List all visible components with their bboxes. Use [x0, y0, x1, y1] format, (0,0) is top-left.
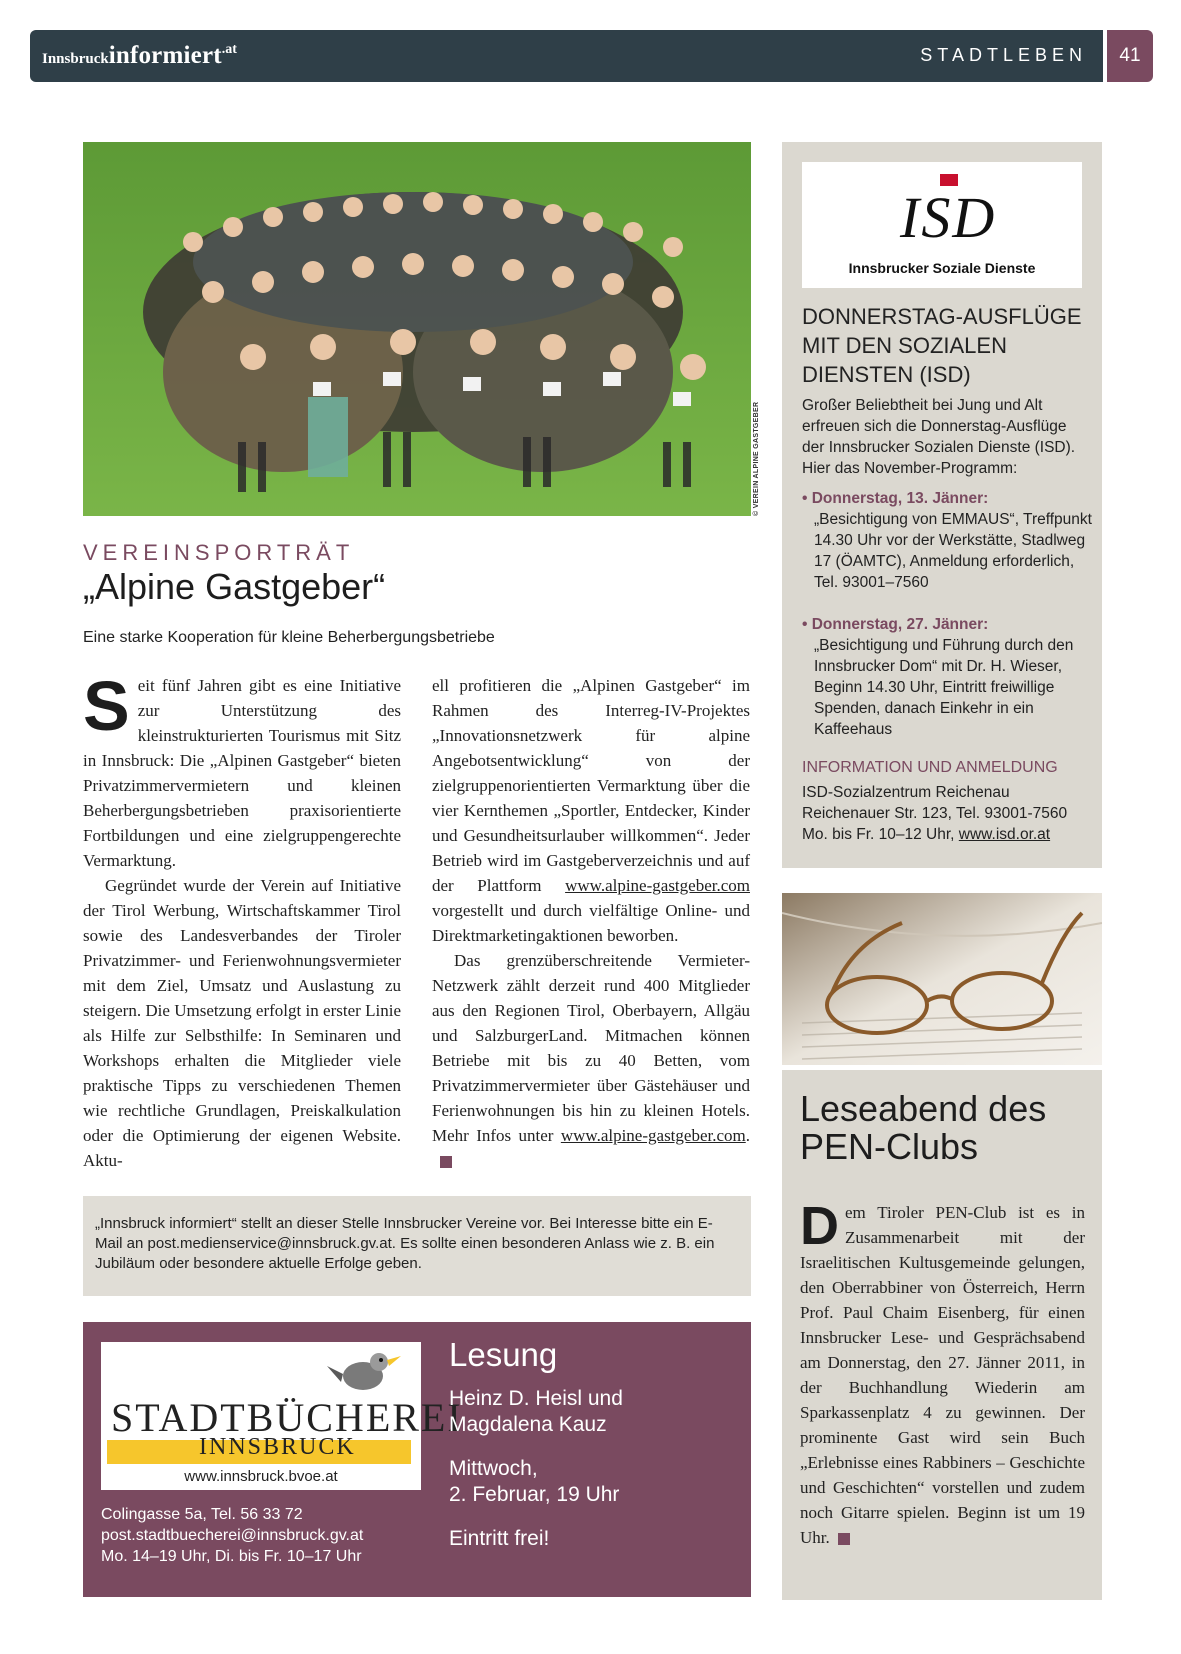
- article-kicker: VEREINSPORTRÄT: [83, 540, 355, 565]
- pen-title-line: Leseabend des: [800, 1088, 1047, 1129]
- glasses-photo: [782, 893, 1102, 1065]
- vereine-info-box: „Innsbruck informiert“ stellt an dieser Stelle Innsbrucker Vereine vor. Bei Interesse bitte ein E-Mail an post.medienservice@innsbruck.gv.at. Es sollte einen besonderen Anlass wie z. B. ein Jubiläum oder besondere aktuelle Erfolge geben.: [83, 1196, 751, 1296]
- glasses-on-book-illustration: [782, 893, 1102, 1065]
- event-title: Lesung: [449, 1336, 558, 1373]
- stadtbuecherei-logo: [101, 1342, 463, 1490]
- event-date: 2. Februar, 19 Uhr: [449, 1483, 620, 1506]
- library-email[interactable]: post.stadtbuecherei@innsbruck.gv.at: [101, 1527, 364, 1544]
- library-hours: Mo. 14–19 Uhr, Di. bis Fr. 10–17 Uhr: [101, 1548, 362, 1565]
- event-authors: Heinz D. Heisl und: [449, 1387, 623, 1410]
- group-photo-illustration: [83, 142, 751, 516]
- isd-event-desc: „Besichtigung von EMMAUS“, Treffpunkt 14.30 Uhr vor der Werkstätte, Stadlweg 17 (ÖAMTC), Anmeldung erforderlich, Tel. 93001–7560: [814, 511, 1092, 591]
- article-paragraph: [83, 667, 401, 873]
- pen-title: [800, 1090, 1046, 1166]
- isd-info-line: Reichenauer Str. 123, Tel. 93001-7560: [802, 805, 1068, 822]
- isd-info: [802, 782, 1067, 845]
- alpine-gastgeber-link[interactable]: www.alpine-gastgeber.com: [565, 876, 750, 895]
- event-authors: Magdalena Kauz: [449, 1413, 607, 1436]
- article-paragraph: [432, 673, 750, 948]
- isd-event-date: • Donnerstag, 13. Jänner:: [802, 490, 989, 507]
- isd-title: DONNERSTAG-AUSFLÜGE MIT DEN SOZIALEN DIENSTEN (ISD): [802, 304, 1082, 387]
- end-mark-icon: [838, 1533, 850, 1545]
- isd-event-date: • Donnerstag, 27. Jänner:: [802, 616, 989, 633]
- photo-credit: © VEREIN ALPINE GASTGEBER: [753, 401, 760, 516]
- page-header: [30, 30, 1103, 82]
- library-url[interactable]: www.innsbruck.bvoe.at: [184, 1468, 338, 1485]
- alpine-gastgeber-link-2[interactable]: www.alpine-gastgeber.com: [560, 1126, 746, 1145]
- reading-event: [449, 1336, 623, 1552]
- isd-intro: Großer Beliebtheit bei Jung und Alt erfreuen sich die Donnerstag-Ausflüge der Innsbrucker Sozialen Dienste (ISD). Hier das November-Programm:: [802, 397, 1076, 477]
- event-date: Mittwoch,: [449, 1457, 538, 1480]
- article-paragraph: Gegründet wurde der Verein auf Initiative der Tirol Werbung, Wirtschaftskammer Tirol sowie des Landesverbandes der Tiroler Privatzimmer- und Ferienwohnungsvermieter mit dem Ziel, Umsatz und Auslastung zu steigern. Die Umsetzung erfolgt in erster Linie als Hilfe zur Selbsthilfe: In Seminaren und Workshops erhalten die Mitglieder viele praktische Tipps zu verschiedenen Themen wie rechtliche Grundlagen, Preiskalkulation oder die Optimierung der eigenen Website. Aktu-: [83, 876, 401, 1170]
- article-headline: „Alpine Gastgeber“: [83, 566, 386, 607]
- bird-icon: [323, 1346, 403, 1396]
- paragraph-text: Das grenzüberschreitende Vermieter-Netzwerk zählt derzeit rund 400 Mitglieder aus den Regionen Tirol, Oberbayern, Allgäu und SalzburgerLand. Mitmachen können Betriebe mit bis zu 40 Betten, vom Privatzimmervermieter über Gästehäuser und Ferienwohnungen bis hin zu kleinen Hotels. Mehr Infos unter: [432, 951, 750, 1145]
- isd-hours: Mo. bis Fr. 10–12 Uhr,: [802, 826, 959, 843]
- section-label: STADTLEBEN: [920, 45, 1087, 65]
- paragraph-text: vorgestellt und durch vielfältige Online- und Direktmarketingaktionen beworben.: [432, 901, 750, 945]
- brand-main: informiert: [108, 42, 222, 69]
- isd-event-item: [802, 488, 1092, 593]
- isd-logo: [802, 162, 1082, 288]
- page-number: 41: [1107, 30, 1153, 82]
- end-mark-icon: [440, 1156, 452, 1168]
- pen-club-box: [782, 1070, 1102, 1600]
- isd-event-item: [802, 614, 1092, 740]
- library-box: [83, 1322, 751, 1597]
- isd-sidebar: [782, 142, 1102, 868]
- pen-paragraph: em Tiroler PEN-Club ist es in Zusammenarbeit mit der Israelitischen Kultusgemeinde gelungen, den Oberrabbiner von Österreich, Herrn Prof. Paul Chaim Eisenberg, für einen Innsbrucker Lese- und Gesprächsabend am Donnerstag, den 27. Jänner 2011, in der Buchhandlung Wiederin am Sparkassenplatz 4 zu gewinnen. Der prominente Gast wird sein Buch „Erlebnisse eines Rabbiners – Geschichte und Geschichten“ vorstellen und zudem noch Gitarre spielen. Beginn ist um 19 Uhr.: [800, 1203, 1085, 1547]
- isd-logo-mark: ISD: [900, 185, 997, 250]
- brand-suffix: .at: [221, 42, 237, 57]
- paragraph-text: eit fünf Jahren gibt es eine Initiative zur Unterstützung des kleinstrukturierten Tourismus mit Sitz in Innsbruck: Die „Alpinen Gastgeber“ bieten Privatzimmervermietern und kleinen Beherbergungsbetrieben praxisorientierte Fortbildungen und eine zielgruppengerechte Vermarktung.: [83, 676, 401, 870]
- event-entry: Eintritt frei!: [449, 1527, 550, 1550]
- isd-logo-name: Innsbrucker Soziale Dienste: [848, 260, 1036, 276]
- paragraph-text: ell profitieren die „Alpinen Gastgeber“ im Rahmen des Interreg-IV-Projektes „Innovationsnetzwerk für alpine Angebotsentwicklung“ von der zielgruppenorientierten Vermarktung über die vier Kernthemen „Sportler, Entdecker, Kinder und Gesundheitsurlauber willkommen“. Jeder Betrieb wird im Gastgeberverzeichnis und auf der Plattform: [432, 676, 750, 895]
- logo-city: INNSBRUCK: [199, 1434, 356, 1460]
- article-column-1: [83, 667, 401, 1173]
- isd-info-line: ISD-Sozialzentrum Reichenau: [802, 784, 1010, 801]
- brand-prefix: Innsbruck: [42, 51, 109, 67]
- library-address: Colingasse 5a, Tel. 56 33 72: [101, 1506, 303, 1523]
- pen-title-line: PEN-Clubs: [800, 1126, 979, 1167]
- isd-event-desc: „Besichtigung und Führung durch den Innsbrucker Dom“ mit Dr. H. Wieser, Beginn 14.30 Uhr, Eintritt freiwillige Spenden, danach Einkehr in ein Kaffeehaus: [814, 637, 1074, 738]
- logo-name: STADTBÜCHEREI: [111, 1395, 463, 1440]
- isd-info-heading: INFORMATION UND ANMELDUNG: [802, 759, 1058, 776]
- article-column-2: [432, 673, 750, 1173]
- drop-cap: S: [83, 667, 130, 745]
- brand-logo: [42, 42, 237, 70]
- isd-website-link[interactable]: www.isd.or.at: [958, 826, 1051, 843]
- article-paragraph: [432, 948, 750, 1173]
- isd-info-line: [802, 824, 1067, 845]
- paragraph-text: .: [745, 1126, 750, 1145]
- drop-cap: D: [800, 1196, 839, 1256]
- article-subhead: Eine starke Kooperation für kleine Beherbergungsbetriebe: [83, 629, 495, 646]
- group-photo: [83, 142, 751, 516]
- library-contact: [101, 1504, 363, 1567]
- pen-text: [800, 1196, 1085, 1550]
